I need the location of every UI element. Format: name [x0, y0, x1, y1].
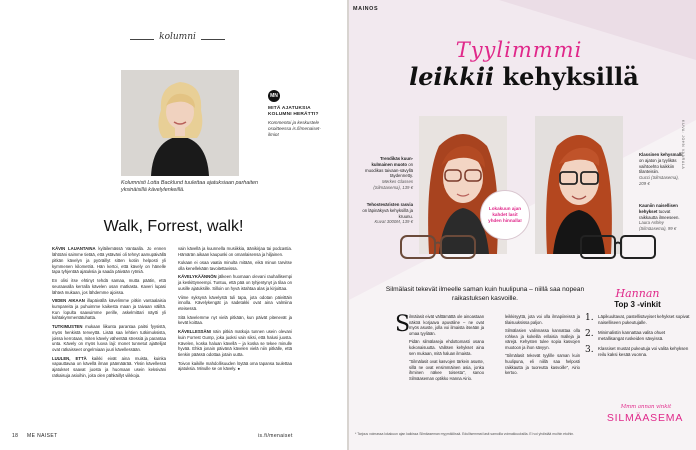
paragraph: Sitä kävelemme nyt vielä pitkään, kun päivät pitenevät ja kevät koittaa. [178, 314, 292, 326]
sidebar-title: MITÄ AJATUKSIA KOLUMNI HERÄTTI? [268, 106, 319, 118]
ad-intro: Silmälasit tekevät ilmeelle saman kuin huulipuna – niillä saa nopean raikastuksen kasvoille. [385, 286, 585, 302]
tip-item [585, 330, 690, 342]
top3-tips-box [585, 288, 690, 362]
ad-title-line-1: Tyylimmmi [455, 38, 583, 62]
paragraph: Silmälasien valinnassa kannattaa olla rohkea ja kokeilla erilaisia malleja ja värejä. Kehysten tulee sopia kasvojen muotoon ja ihon sävyyn. [505, 327, 580, 351]
tip-text: Läpikuultavat, pastellisävyiset kehykset sopivat naiselliseen pukeutujalle. [598, 314, 690, 326]
paragraph: leikkisyyttä, jota voi olla ilmapiireissä ja tilaisuuksissa paljon. [505, 314, 580, 325]
paragraph: En olisi itse ehtinyt tehdä samaa, mutta päätin, että seuraavalla kerralla kävelen osan matkasta. Kaveri lupasi lähteä mukaan, jos lähdemme ajoissa. [52, 277, 166, 295]
magazine-name: ME NAISET [27, 433, 58, 439]
top3-title: Hannan [615, 287, 660, 300]
sidebar-body: Kommentoi ja keskustele osoitteessa is.fi/menaiset-ilmiot [268, 119, 321, 138]
paragraph: KÄVIN LAUANTAINA kyläilemässä Vantaalla. Jo ennen lähtöäni saimme tietää, että ystäväni oli tehnyt aamupäivällä pitkän kävelyn ja pyöräillyt sitten kotiin helposti yli kymmenen kilometriä. Hän kertoi, että kävely on hänelle tapa tyhjentää ajatuksia ja saada päivään rytmiä. [52, 246, 166, 275]
paragraph: LUULEN, ETTÄ kaikki eivät aina muista, kuinka vapauttavaa on kävellä ilman päämäärää. Yksin kävellessä ajatukset saavat juosta ja huomaan usein keksiväni ratkaisuja asioihin, joita olen pähkäillyt viikkoja. [52, 355, 166, 379]
ad-column-1 [409, 314, 484, 384]
page-number: 18 [12, 433, 19, 439]
tip-text: Klassiset mustat pukeutuja voi valita kehyksen reilu kaksi kesää vuonna. [598, 345, 689, 357]
paragraph: VIIDEN AIKAAN illapäivällä kävelimme pitkin vantaalaisia kumpareita ja puhuimme kaikesta maan ja taivaan väliltä. Kun lopulta saavuimme perille, askelmittari näytti yli kahtakymmentätuhatta. [52, 297, 166, 321]
paragraph: KÄVELLESSÄNI näin pitkiä matkoja tunnen usein olevani kuin Forrest Gump, joka juoksi vain siksi, että halusi juosta. Kävelen, koska haluan kävellä – ja koska se tekee minulle hyvää. Ehkä jonain päivänä kävelen vielä niin pitkälle, että tienkin päässä odottaa jotain uutta. [178, 328, 292, 358]
photo-caption: Kolumnisti Lotta Backlund tuulettaa ajatuksiaan parhaiten yksinäisillä kävelylenkeillä. [121, 180, 258, 194]
tip-text: Minimalistin kannattaa valita ohuet metallisangat ruskeiden sävyissä. [598, 329, 666, 341]
ad-title-line-2: leikkii kehyksillä [409, 62, 639, 91]
kolumni-rule-right [201, 39, 225, 40]
paragraph: ilmälasit eivät välttämättä ole ainoastaan näköä korjaava apuväline – ne ovat myös asuste, jolla voi ilmaista itseään ja omaa tyyliään. [409, 314, 484, 337]
paragraph: Toivon kaikille mahdollisuuden löytää oma tapansa tuulettaa ajatuksia. Minulle se on kävely. ● [178, 360, 292, 372]
drop-cap: S [395, 312, 411, 337]
glasses-icon-1 [401, 236, 475, 258]
top3-subtitle: Top 3 -vinkit [614, 300, 661, 310]
right-page [349, 0, 696, 450]
tip-number: 3. [585, 344, 594, 355]
columnist-portrait-image [121, 70, 239, 176]
paragraph: Viime syksynä kävelystä tuli tapa, jota odotan päivittäin innolla. Kävelykengät ja sadetakki ovat aina valmiina eteisessä. [178, 294, 292, 312]
comment-sidebar [268, 90, 328, 139]
article-column-1 [52, 246, 166, 382]
kolumni-header [120, 30, 235, 48]
brand-tagline: Mmm annan vinkit [620, 404, 672, 410]
ad-column-2 [505, 314, 580, 379]
columnist-photo [121, 70, 239, 176]
mn-logo-icon: MN [268, 90, 280, 102]
advertisement-label: MAINOS [353, 6, 379, 12]
frame-label-left-2: Tehosteväristen rasvia on läpinäkyvä kehyksillä ja kruunu. Kuvat 3000M, 139 € [362, 202, 413, 225]
paragraph: "Silmälasit tekevät tyylille saman kuin huulipuna, eli niillä saa helposti raikkautta ja tuoreutta kasvoille", Airio kertoo. [505, 353, 580, 376]
website-link[interactable]: is.fi/menaiset [258, 433, 293, 439]
paragraph: Pidän silmälaseja ehdottomasti osana kokonaisuutta. Valitsen kehykset aina sen mukaan, mitä haluan ilmaista. [409, 339, 484, 356]
kolumni-label: kolumni [159, 32, 196, 42]
paragraph: TUTKIMUSTEN mukaan liikunta parantaa paitsi fyysistä, myös henkistä terveyttä. Lisää saa lehtien tutkimuksista, joissa kerrotaan, miten kävely vähentää stressiä ja parantaa unta. Kävely on myös luova laji: monet tunnetut ajattelijat ovat ratkaisseet ongelmiaan juuri kävellessään. [52, 323, 166, 353]
offer-bubble: Lokakuun ajan kahdet lasit yhden hinnalla! [480, 190, 530, 240]
paragraph: vain kävellä ja kuunnella musiikkia, äänikirjaa tai podcastia. Hämärän aikaan kaupunki on omanlaisensa ja hiljainen. [178, 246, 292, 257]
glasses-icon-2 [581, 236, 655, 258]
glasses-product-strip [399, 230, 659, 262]
frame-label-right-2: Kauniin naisellisen kehykset tuovat raikkautta ilmeeseen. Laura Ashley (Silmäasema), 99 € [639, 203, 680, 232]
article-headline: Walk, Forrest, walk! [103, 218, 244, 235]
left-page [0, 0, 347, 450]
paragraph: Kukaan ei osaa vaatia minulta mitään, eikä minun tarvitse olla kenellekään tavoitettavissa. [178, 260, 292, 272]
paragraph: KÄVELYKÄÄNNÖN jälkeen huomaan olevani rauhallisempi ja keskittyneempi. Tuntuu, että pää on tyhjentynyt ja tilaa on uusille ajatuksille. Silloin on hyvä istahtaa alas ja kirjoittaa. [178, 274, 292, 292]
glasses-icons [399, 230, 659, 262]
frame-label-left-1: Trendikäs kuun-kulmainen muoto on muodikas taivaan-sävyllä täydennetty. Mørkes Glasses (Silmäasema), 139 € [364, 156, 413, 190]
frame-label-right-1: Klassinen kehysmalli on ajaton ja tyylikäs vaihtoehto kaikkiin tilanteisiin. Gucci (Silmäasema), 209 € [639, 152, 683, 186]
tip-number: 2. [585, 328, 594, 339]
photo-credit: KUVA: JOHN VAARALA [681, 120, 685, 170]
tip-item [585, 314, 690, 326]
paragraph: "Silmälasit ovat kasvojen tärkein asuste, sillä ne ovat ensimmäinen asia, jonka ihminen näkee toisesta", sanoo Silmäaseman optikko Hanna Airio. [409, 358, 484, 382]
ad-footnote: * Tarjous voimassa lokakuun ajan kaikissa Silmäaseman myymälöissä. Edullisemmat lasit samoilla voimakkuuksilla. Ei voi yhdistää muihin etuihin. [355, 432, 575, 436]
article-column-2 [178, 246, 292, 375]
tip-number: 1. [585, 313, 594, 324]
silmaasema-logo: SILMÄASEMA [606, 412, 684, 424]
tip-item [585, 346, 690, 358]
